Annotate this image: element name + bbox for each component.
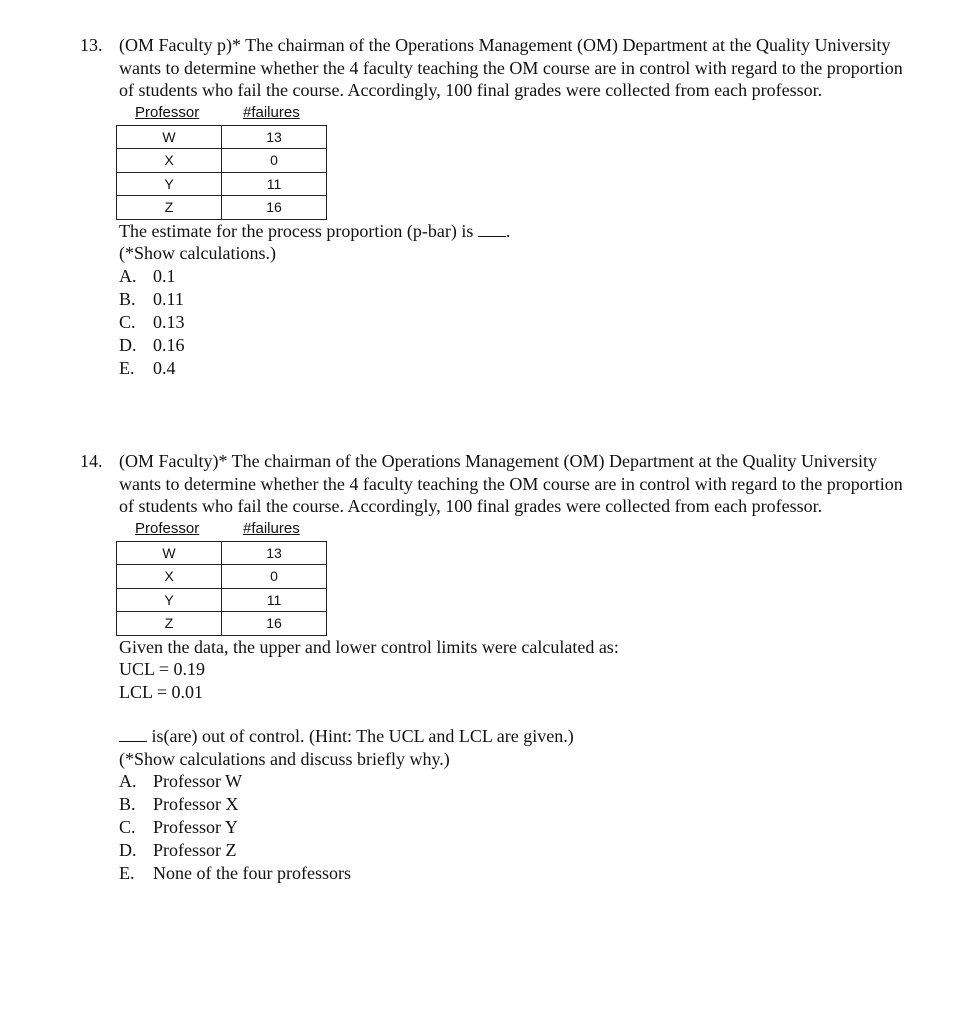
- prompt-text: The estimate for the process proportion (p-bar) is: [119, 220, 474, 241]
- answer-option[interactable]: C. 0.13: [119, 311, 185, 332]
- given-statement: Given the data, the upper and lower control limits were calculated as:: [119, 636, 619, 657]
- answer-option[interactable]: A. 0.1: [119, 265, 176, 286]
- answer-blank: [478, 221, 506, 237]
- table-row: [117, 172, 327, 196]
- failures-cell: 0: [222, 149, 327, 173]
- lcl-value: LCL = 0.01: [119, 681, 203, 702]
- table-row: [117, 149, 327, 173]
- table-row: [117, 541, 327, 565]
- column-header-professor: Professor: [135, 103, 200, 121]
- column-header-failures: #failures: [243, 103, 300, 121]
- professor-cell: Y: [117, 172, 222, 196]
- professor-cell: Y: [117, 588, 222, 612]
- answer-option[interactable]: E. None of the four professors: [119, 863, 351, 883]
- answer-options: [119, 265, 909, 380]
- answer-option[interactable]: D. 0.16: [119, 334, 185, 355]
- professor-cell: W: [117, 541, 222, 565]
- failures-cell: 16: [222, 196, 327, 220]
- question-number: 13.: [80, 35, 103, 55]
- question-prompt: [119, 725, 909, 748]
- answer-options: [119, 770, 909, 885]
- table-header: [119, 102, 909, 122]
- question-14: [80, 450, 920, 885]
- answer-blank: [119, 726, 147, 742]
- answer-option[interactable]: B. Professor X: [119, 794, 239, 814]
- prompt-text: is(are) out of control. (Hint: The UCL and LCL are given.): [151, 726, 574, 746]
- question-13: [80, 34, 920, 380]
- professor-cell: X: [117, 149, 222, 173]
- question-instruction: (*Show calculations and discuss briefly why.): [119, 748, 450, 769]
- answer-option[interactable]: B. 0.11: [119, 288, 184, 309]
- table-row: [117, 588, 327, 612]
- table-row: [117, 125, 327, 149]
- failures-cell: 16: [222, 612, 327, 636]
- professor-cell: W: [117, 125, 222, 149]
- column-header-failures: #failures: [243, 519, 300, 537]
- failures-table: [116, 541, 327, 636]
- question-prompt: [119, 220, 909, 243]
- failures-cell: 13: [222, 541, 327, 565]
- failures-cell: 11: [222, 588, 327, 612]
- column-header-professor: Professor: [135, 519, 200, 537]
- question-instruction: (*Show calculations.): [119, 243, 276, 263]
- question-intro: (OM Faculty p)* The chairman of the Operations Management (OM) Department at the Quality University wants to determine whether the 4 faculty teaching the OM course are in control with regard to the proportion of students who fail the course. Accordingly, 100 final grades were collected from each professor.: [119, 35, 903, 100]
- table-header: [119, 518, 909, 538]
- professor-cell: Z: [117, 196, 222, 220]
- failures-cell: 11: [222, 172, 327, 196]
- ucl-value: UCL = 0.19: [119, 659, 205, 679]
- table-row: [117, 565, 327, 589]
- failures-table: [116, 125, 327, 220]
- failures-cell: 0: [222, 565, 327, 589]
- prompt-end: .: [505, 220, 511, 241]
- answer-option[interactable]: E. 0.4: [119, 357, 176, 378]
- answer-option[interactable]: A. Professor W: [119, 771, 243, 791]
- table-row: [117, 612, 327, 636]
- failures-cell: 13: [222, 125, 327, 149]
- table-row: [117, 196, 327, 220]
- question-intro: (OM Faculty)* The chairman of the Operations Management (OM) Department at the Quality University wants to determine whether the 4 faculty teaching the OM course are in control with regard to the proportion of students who fail the course. Accordingly, 100 final grades were collected from each professor.: [119, 451, 903, 516]
- professor-cell: Z: [117, 612, 222, 636]
- professor-cell: X: [117, 565, 222, 589]
- answer-option[interactable]: D. Professor Z: [119, 840, 237, 860]
- question-number: 14.: [80, 451, 103, 471]
- answer-option[interactable]: C. Professor Y: [119, 817, 238, 837]
